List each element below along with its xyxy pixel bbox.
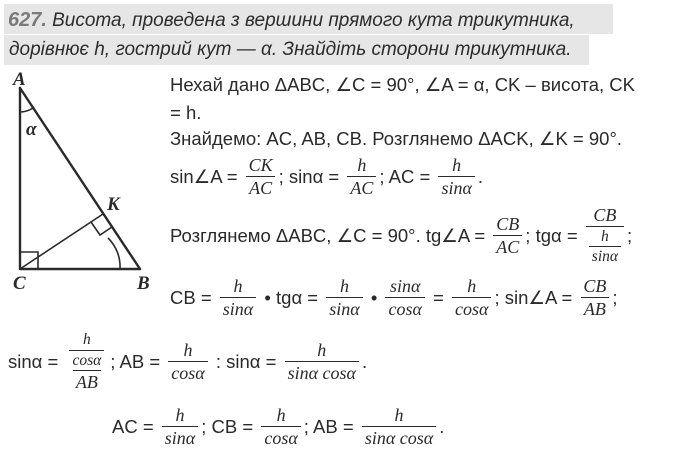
ab-text-3: : sinα = <box>210 350 282 372</box>
fraction-numerator: h <box>175 405 185 426</box>
nested-fraction-h-sina <box>589 229 621 266</box>
fraction-h-sina-cosa <box>362 406 436 448</box>
fraction-denominator: sinα cosα <box>362 426 436 448</box>
fraction-numerator: h <box>276 405 286 426</box>
fraction-cb-over-h-sina <box>586 206 624 265</box>
vertex-label-a: A <box>13 69 26 90</box>
vertex-label-k: K <box>107 194 120 215</box>
fraction-h-sina <box>326 277 362 319</box>
fraction-denominator: sinα <box>220 297 256 319</box>
fraction-numerator: h <box>233 276 243 297</box>
ab-line <box>8 326 367 398</box>
fraction-h-cosa <box>261 406 300 448</box>
fraction-h-sina <box>220 277 256 319</box>
cb-text-dot-1: • tgα = <box>259 286 324 308</box>
fraction-denominator: cosα <box>69 350 104 369</box>
problem-number: 627. <box>8 9 47 31</box>
sin-a-text-4: . <box>477 165 484 187</box>
tg-text-2: ; tgα = <box>525 224 583 246</box>
sin-a-text-1: sin∠A = <box>170 165 243 187</box>
cb-text-eq: = <box>427 286 450 308</box>
fraction-numerator: h <box>317 340 327 361</box>
answer-text-1: AC = <box>112 415 159 437</box>
fraction-denominator: AB <box>73 370 101 392</box>
angle-arc-a <box>20 108 33 112</box>
fraction-denominator: cosα <box>261 426 300 448</box>
fraction-numerator: h <box>467 276 477 297</box>
fraction-numerator: h <box>394 405 404 426</box>
fraction-numerator: CB <box>496 214 520 235</box>
tg-text-3: ; <box>627 224 633 246</box>
ab-text-2: ; AB = <box>110 350 166 372</box>
fraction-numerator: sinα <box>389 276 421 297</box>
fraction-h-cosa <box>168 341 207 383</box>
fraction-numerator: CB <box>593 205 617 226</box>
fraction-denominator: cosα <box>168 361 207 383</box>
problem-line-1: Висота, проведена з вершини прямого кута трикутника, <box>52 10 575 31</box>
fraction-numerator: h <box>601 228 609 246</box>
find-line: Знайдемо: AC, AB, CB. Розглянемо ΔACK, ∠K = 90°. <box>170 128 622 149</box>
angle-arc-b <box>108 238 120 269</box>
fraction-denominator: sinα cosα <box>285 361 359 383</box>
fraction-h-sina <box>438 156 474 198</box>
fraction-numerator: h <box>183 340 193 361</box>
fraction-h-cosa-over-ab <box>66 332 107 391</box>
side-ab <box>20 88 140 269</box>
nested-fraction-h-cosa <box>69 332 104 369</box>
fraction-numerator: h <box>82 331 91 349</box>
cb-text-1: CB = <box>170 286 217 308</box>
fraction-denominator: sinα <box>326 297 362 319</box>
given-line-1: Нехай дано ΔABC, ∠C = 90°, ∠A = α, CK – висота, CK <box>170 74 636 95</box>
fraction-h-sina <box>162 406 198 448</box>
answer-text-4: . <box>439 415 445 437</box>
fraction-denominator: AB <box>581 297 609 319</box>
tg-text-1: Розглянемо ΔABC, ∠C = 90°. tg∠A = <box>170 224 491 246</box>
cb-line <box>170 274 618 322</box>
fraction-h-sina-cosa <box>285 341 359 383</box>
fraction-numerator: h <box>339 276 349 297</box>
fraction-numerator: CK <box>248 155 273 176</box>
fraction-denominator: sinα <box>162 426 198 448</box>
angle-label-alpha: α <box>26 119 37 140</box>
answer-line <box>112 403 444 451</box>
fraction-numerator <box>66 332 107 370</box>
fraction-ck-ac <box>246 156 276 198</box>
fraction-denominator: AC <box>246 176 275 198</box>
fraction-denominator: cosα <box>452 297 491 319</box>
fraction-cb-ac <box>493 215 522 257</box>
cb-text-2: ; sin∠A = <box>494 286 578 308</box>
fraction-sina-cosa <box>385 277 424 319</box>
fraction-numerator: h <box>452 155 462 176</box>
altitude-ck <box>20 214 103 269</box>
sin-a-line <box>170 154 483 200</box>
fraction-denominator: cosα <box>385 297 424 319</box>
problem-line-2: дорівнює h, гострий кут — α. Знайдіть сторони трикутника. <box>9 39 572 60</box>
cb-text-3: ; <box>612 286 618 308</box>
tg-line <box>170 206 632 266</box>
vertex-label-c: C <box>13 273 26 294</box>
fraction-denominator: sinα <box>589 246 621 265</box>
cb-text-dot-2: • <box>365 286 383 308</box>
answer-text-3: ; AB = <box>303 415 359 437</box>
ab-text-1: sinα = <box>8 350 64 372</box>
sin-a-text-3: ; AC = <box>379 165 436 187</box>
vertex-label-b: B <box>137 273 150 294</box>
fraction-denominator <box>586 226 624 266</box>
fraction-numerator: h <box>357 155 367 176</box>
fraction-denominator: AC <box>493 235 522 257</box>
fraction-numerator: CB <box>583 276 607 297</box>
sin-a-text-2: ; sinα = <box>278 165 345 187</box>
fraction-denominator: sinα <box>438 176 474 198</box>
given-line-2: = h. <box>170 102 202 123</box>
fraction-cb-ab <box>580 277 609 319</box>
ab-text-4: . <box>362 350 368 372</box>
fraction-h-cosa <box>452 277 491 319</box>
fraction-denominator: AC <box>347 176 376 198</box>
answer-text-2: ; CB = <box>201 415 259 437</box>
fraction-h-ac <box>347 156 376 198</box>
